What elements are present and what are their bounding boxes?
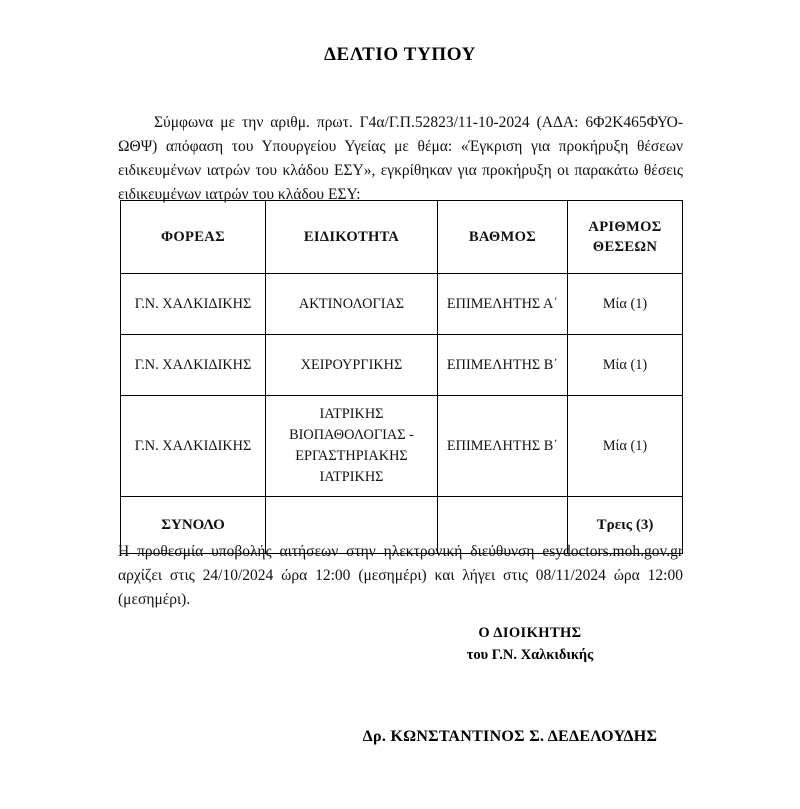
cell-eidikotita-line3: ΕΡΓΑΣΤΗΡΙΑΚΗΣ [295,448,408,464]
cell-total-label: ΣΥΝΟΛΟ [121,497,266,554]
table-row [121,335,683,396]
intro-paragraph: Σύμφωνα με την αριθμ. πρωτ. Γ4α/Γ.Π.52823/11-10-2024 (ΑΔΑ: 6Φ2Κ465ΦΥΟ-ΩΘΨ) απόφαση του Υπουργείου Υγείας με θέμα: «Έγκριση για προκήρυξη θέσεων ειδικευμένων ιατρών του κλάδου ΕΣΥ», εγκρίθηκαν για προκήρυξη οι παρακάτω θέσεις ειδικευμένων ιατρών του κλάδου ΕΣΥ: [118,113,683,203]
column-header-vathmos: ΒΑΘΜΟΣ [438,201,568,274]
cell-eidikotita: ΧΕΙΡΟΥΡΓΙΚΗΣ [266,335,438,396]
cell-arithmos: Μία (1) [568,274,683,335]
cell-vathmos: ΕΠΙΜΕΛΗΤΗΣ Β΄ [438,396,568,497]
cell-foreas: Γ.Ν. ΧΑΛΚΙΔΙΚΗΣ [121,335,266,396]
column-header-foreas: ΦΟΡΕΑΣ [121,201,266,274]
cell-eidikotita-line1: ΙΑΤΡΙΚΗΣ [319,406,384,422]
cell-eidikotita: ΑΚΤΙΝΟΛΟΓΙΑΣ [266,274,438,335]
cell-vathmos: ΕΠΙΜΕΛΗΤΗΣ Α΄ [438,274,568,335]
page-title: ΔΕΛΤΙΟ ΤΥΠΟΥ [324,43,476,65]
cell-arithmos: Μία (1) [568,396,683,497]
positions-table-wrapper [120,200,682,554]
column-header-arithmos-line2: ΘΕΣΕΩΝ [592,239,658,255]
signature-role: Ο ΔΙΟΙΚΗΤΗΣ [478,625,582,641]
deadline-paragraph: Η προθεσμία υποβολής αιτήσεων στην ηλεκτρονική διεύθυνση esydoctors.moh.gov.gr αρχίζει στις 24/10/2024 ώρα 12:00 (μεσημέρι) και λήγει στις 08/11/2024 ώρα 12:00 (μεσημέρι). [118,542,683,608]
table-row [121,274,683,335]
table-header [121,201,683,274]
positions-table [120,200,683,554]
cell-total-arithmos: Τρεις (3) [568,497,683,554]
signature-block [370,622,690,666]
table-body [121,274,683,554]
cell-foreas: Γ.Ν. ΧΑΛΚΙΔΙΚΗΣ [121,396,266,497]
cell-foreas: Γ.Ν. ΧΑΛΚΙΔΙΚΗΣ [121,274,266,335]
signature-name: Δρ. ΚΩΝΣΤΑΝΤΙΝΟΣ Σ. ΔΕΔΕΛΟΥΔΗΣ [362,728,658,745]
cell-eidikotita-line4: ΙΑΤΡΙΚΗΣ [319,469,384,485]
table-header-row [121,201,683,274]
column-header-arithmos-line1: ΑΡΙΘΜΟΣ [588,219,662,235]
signature-organization: του Γ.Ν. Χαλκιδικής [466,647,594,663]
column-header-arithmos-theseon [568,201,683,274]
column-header-eidikotita: ΕΙΔΙΚΟΤΗΤΑ [266,201,438,274]
cell-arithmos: Μία (1) [568,335,683,396]
cell-eidikotita [266,396,438,497]
cell-vathmos: ΕΠΙΜΕΛΗΤΗΣ Β΄ [438,335,568,396]
cell-eidikotita-line2: ΒΙΟΠΑΘΟΛΟΓΙΑΣ - [289,427,414,443]
table-row [121,396,683,497]
